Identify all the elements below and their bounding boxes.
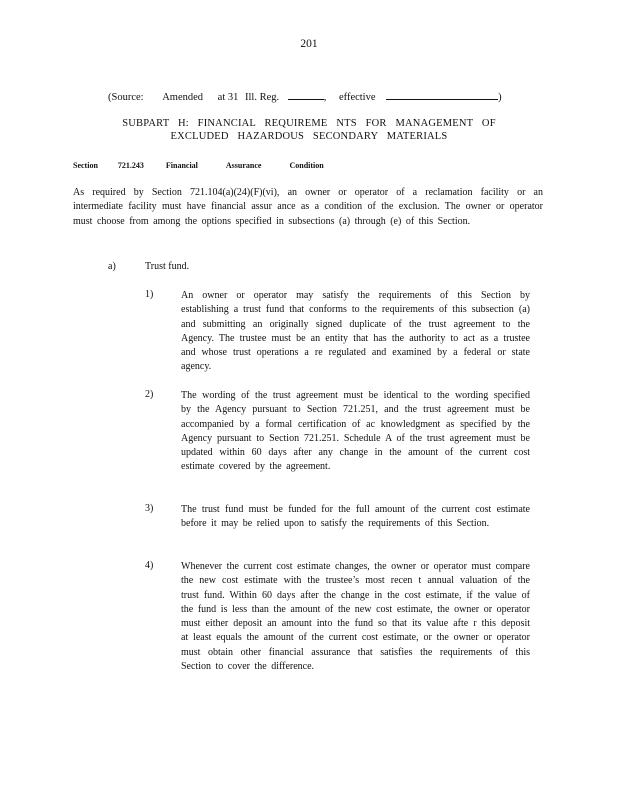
page-number: 201	[300, 38, 318, 50]
item-4-text: Whenever the current cost estimate changes, the owner or operator must compare the new cost estimate with the trustee’s most recen t annual valuation of the trust fund. Within 60 days after the change in the cost estimate, if the value of the fund is less than the amount of the new cost estimate, the owner or operator must either deposit an amount into the fund so that its value afte r this deposit at least equals the amount of the current cost estimate, or the owner or operator must obtain other financial assurance that satisfies the requirements of this Section to cover the difference.	[181, 561, 530, 673]
section-title-word-2: Assurance	[225, 161, 262, 170]
source-effective: effective	[338, 92, 376, 103]
source-close: )	[498, 92, 502, 103]
subsection-a-title: Trust fund.	[145, 261, 190, 272]
source-note: (Source: Amended at 31 Ill. Reg. , effective )	[108, 89, 502, 103]
reg-page-blank	[288, 89, 324, 100]
item-3-text: The trust fund must be funded for the full amount of the current cost estimate before it may be relied upon to satisfy the requirements of this Section.	[181, 504, 530, 530]
source-at: at 31	[217, 92, 239, 103]
item-1-number: 1)	[145, 289, 154, 300]
section-label: Section	[73, 161, 98, 170]
heading-line-1: SUBPART H: FINANCIAL REQUIREME NTS FOR MANAGEMENT OF	[122, 118, 496, 129]
item-2-number: 2)	[145, 389, 154, 400]
section-number: 721.243	[117, 161, 144, 170]
subpart-heading	[0, 117, 618, 143]
effective-date-blank	[386, 89, 498, 100]
section-heading	[73, 161, 324, 170]
section-title-word-3: Condition	[289, 161, 324, 170]
section-title-word-1: Financial	[165, 161, 198, 170]
source-amended: Amended	[162, 92, 204, 103]
source-open: (Source:	[108, 92, 144, 103]
heading-line-2: EXCLUDED HAZARDOUS SECONDARY MATERIALS	[170, 131, 448, 142]
item-1-text: An owner or operator may satisfy the requirements of this Section by establishing a trust fund that conforms to the requirements of this subsection (a) and submitting an originally signed duplicate of the trust agreement to the Agency. The trustee must be an entity that has the authority to act as a trustee and whose trust operations a re regulated and examined by a federal or state agency.	[181, 290, 530, 373]
source-reg: Ill. Reg.	[244, 92, 280, 103]
item-3-number: 3)	[145, 503, 154, 514]
subsection-a-label: a)	[108, 261, 116, 272]
item-4-number: 4)	[145, 560, 154, 571]
intro-paragraph: As required by Section 721.104(a)(24)(F)(vi), an owner or operator of a reclamation facility or an intermediate facility must have financial assur ance as a condition of the exclusion. The owner or operator must choose from among the options specified in subsections (a) through (e) of this Section.	[73, 187, 543, 227]
item-2-text: The wording of the trust agreement must be identical to the wording specified by the Agency pursuant to Section 721.251, and the trust agreement must be accompanied by a formal certification of ac knowledgment as specified by the Agency pursuant to Section 721.251. Schedule A of the trust agreement must be updated within 60 days after any change in the amount of the current cost estimate covered by the agreement.	[181, 390, 530, 473]
